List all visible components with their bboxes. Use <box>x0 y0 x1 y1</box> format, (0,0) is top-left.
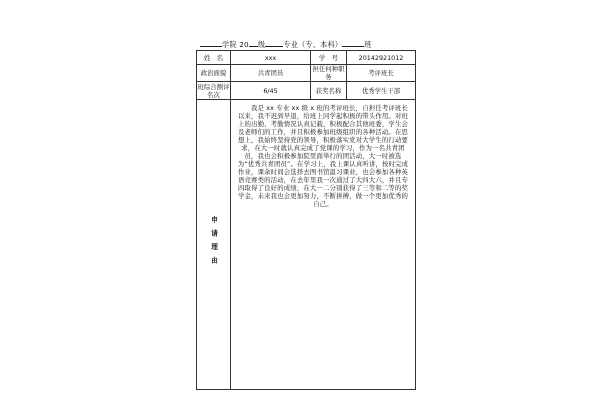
political-status-label: 政治面貌 <box>197 65 231 82</box>
name-value[interactable]: xxx <box>231 51 311 65</box>
class-suffix: 班 <box>364 40 372 49</box>
college-blank[interactable] <box>200 38 222 47</box>
rank-label: 班综合测评名次 <box>197 82 230 99</box>
grade-suffix: 级 <box>257 40 266 49</box>
rank-value[interactable]: 6/45 <box>231 82 311 100</box>
reason-text: 我是 xx 专业 xx 级 x 班的考评班长，自担任考评班长以来，我不迟到早退，给班上同学起积极的带头作用。对班上的出勤、考勤情况认真记载，积极配合其他班委，学生会及老师们的工作，并且积极参加班级组织的各种活动。在思想上，我始终坚持党的领导，积极落实党对大学生的行动要求，在大一时就认真完成了党课的学习，作为一名共青团员，我也会积极参加院里面举行的团活动，大一时被选为“优秀共青团员”。在学习上，我上课认真听讲，按时完成作业，课余时间会选择去图书馆温习课业，也会参加各种英语竞赛类的活动，在去年里我一次通过了大四大六，并且专四取得了良好的成绩，在大一二分别获得了三等和二等的奖学金，未来我也会更加努力，不断拼搏，做一个更加优秀的自己。 <box>237 104 409 208</box>
award-value[interactable]: 优秀学生干部 <box>347 82 416 100</box>
reason-label-cell <box>197 100 231 390</box>
row-political-position <box>197 65 416 82</box>
political-status-value[interactable]: 共青团员 <box>231 65 311 82</box>
student-id-value[interactable]: 20142921012 <box>347 51 416 65</box>
row-rank-award <box>197 82 416 100</box>
position-label: 担任何种职务 <box>311 65 347 82</box>
class-blank[interactable] <box>342 38 364 47</box>
row-reason <box>197 100 416 390</box>
reason-label: 申请理由 <box>209 216 218 271</box>
reason-text-cell[interactable] <box>231 100 416 390</box>
grade-prefix: 20 <box>239 40 249 49</box>
grade-blank[interactable] <box>249 38 258 47</box>
row-name-id <box>197 51 416 65</box>
student-id-label: 学 号 <box>311 51 347 65</box>
form-header <box>200 38 405 50</box>
application-form-table <box>196 50 416 390</box>
name-label: 姓 名 <box>197 51 231 65</box>
position-value[interactable]: 考评班长 <box>347 65 416 82</box>
major-blank[interactable] <box>265 38 283 47</box>
major-suffix: 专业（专、本科） <box>283 40 343 49</box>
college-suffix: 学院 <box>222 40 237 49</box>
award-label: 获奖名称 <box>311 82 347 100</box>
